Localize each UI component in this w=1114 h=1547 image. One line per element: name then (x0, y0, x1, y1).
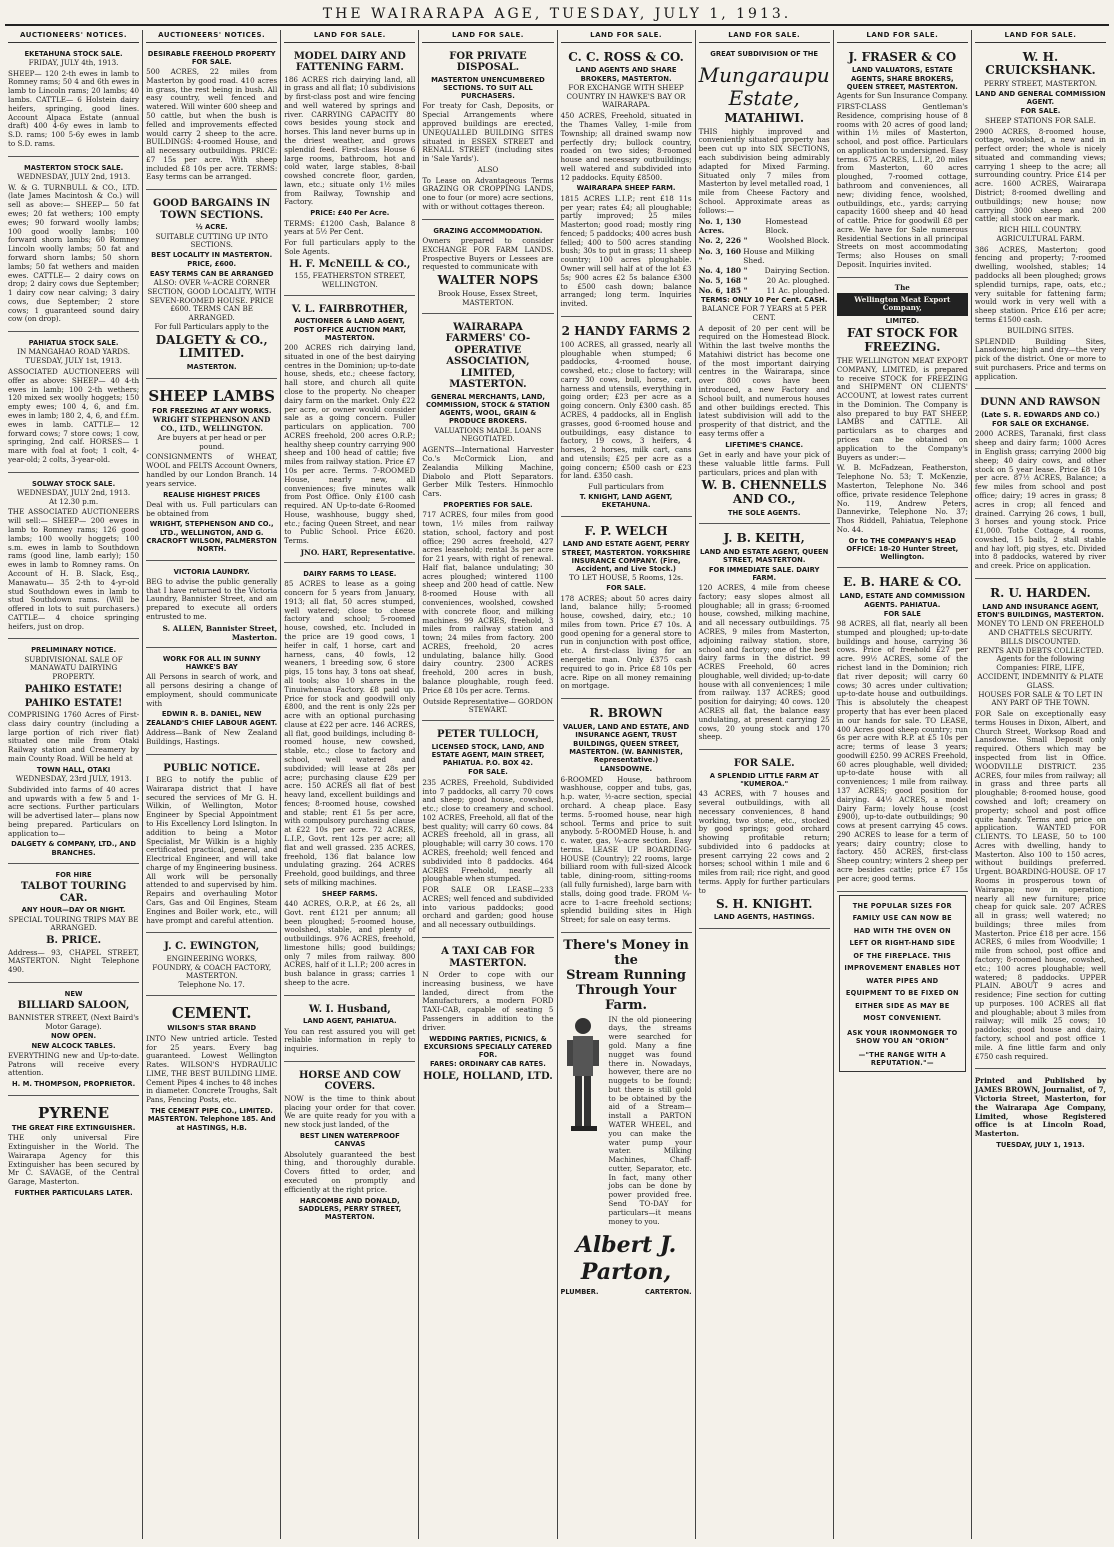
lot-desc: Homestead Block. (765, 217, 808, 236)
lot-number: No. 5, 168 " (698, 275, 748, 285)
ad-farmers-coop (422, 317, 553, 722)
ad-jb-keith (699, 527, 830, 750)
ad-body: To Lease on Advantageous Terms GRAZING OR CROPPING LANDS, one to four (or more) acre sections, with or without cottages thereon. (422, 175, 554, 211)
lot-desc: House and Milking Shed. (743, 246, 815, 265)
ad-for-sale: FOR SALE. (606, 584, 646, 593)
ad-body: N Order to cope with our increasing business, we have landed, direct from the Manufacturers, a modern FORD TAXI-CAB, capable of seating 5 Passengers in addition to the driver. (422, 970, 554, 1032)
ad-balance: BALANCE FOR 7 YEARS at 5 PER CENT. (701, 303, 827, 322)
ad-model-dairy-farm (284, 46, 415, 296)
lot-row (699, 276, 830, 285)
ad-price: PRICE: £40 Per Acre. (310, 209, 390, 218)
ad-agent: T. KNIGHT, LAND AGENT, EKETAHUNA. (579, 493, 673, 510)
ad-subtitle: LAND VALUATORS, ESTATE AGENTS, SHARE BROKERS, QUEEN STREET, MASTERTON. (846, 66, 958, 91)
ad-town-sections (146, 193, 277, 378)
ad-headline-1: There's Money in the (563, 937, 689, 968)
ad-body: 43 ACRES, with 7 houses and several outbuildings, with all necessary conveniences, 8 hand working, two stone, etc., stocked by good springs; good orchard showing profitable return; subdivided into 6 paddocks at present carrying 22 cows and 2 horses; school within 1 mile and 6 miles from rail; rice right, and good terms. Apply for further particulars to (698, 789, 830, 895)
ad-title: PRELIMINARY NOTICE. (31, 646, 117, 655)
ad-agricultural: AGRICULTURAL FARM. (996, 233, 1085, 243)
ad-subtitle: LAND AND INSURANCE AGENT, ETON'S BUILDINGS, MASTERTON. (977, 602, 1104, 620)
farmer-figure-icon (561, 1014, 605, 1134)
ad-cc-ross (561, 46, 692, 317)
ad-headline: FOR PRIVATE DISPOSAL. (449, 50, 527, 74)
ad-title: MASTERTON STOCK SALE. (23, 163, 124, 172)
ad-owner: H. M. THOMPSON, PROPRIETOR. (11, 1080, 136, 1089)
ad-wellington-meat-export (837, 281, 968, 569)
ad-headline: FOR SALE. (733, 758, 795, 770)
ad-body: 6-ROOMED House, bathroom washhouse, copper and tubs, gas, h.p. water, ½-acre section, special orchard. A cheap place. Easy terms. 5-roomed house, near high school. Terms and price to suit anybody. 5-ROOMED House, h. and c. water, gas, ¼-acre section. Easy terms. LEASE UP BOARDING-HOUSE (Country); 22 rooms, large billiard room with full-sized Alcock table, dining-room, sitting-rooms (all fully furnished), large barn with stalls, doing good trade. FROM ¼-acre to 1-acre freehold sections; splendid building sites in High Street; for sale on easy terms. (560, 774, 692, 925)
ad-subtitle: ANY HOUR—DAY OR NIGHT. (21, 906, 126, 915)
ad-dairy-farms-lease (284, 566, 415, 996)
ad-tagline: —"THE RANGE WITH A REPUTATION."— (858, 1050, 946, 1067)
ad-eketahuna-stock-sale (8, 46, 139, 157)
ad-money: MONEY TO LEND ON FREEHOLD AND CHATTELS SECURITY. (976, 619, 1105, 638)
ad-grazing (422, 223, 553, 314)
ad-pyrene (8, 1099, 139, 1204)
ad-also: ALSO (477, 164, 499, 174)
ad-headline: R. BROWN (589, 706, 663, 721)
ad-body: Get in early and have your pick of these valuable little farms. Full particulars, prices and plan with (698, 449, 830, 477)
ad-body: For treaty for Cash, Deposits, or Special Arrangements where approved buildings are erected, UNEQUALLED BUILDING SITES situated in ESSEX STREET and RENALL STREET (including sites in 'Sale Yards'). (422, 101, 554, 164)
ad-apply: Full particulars from (588, 482, 665, 492)
ad-subtitle: AUCTIONEER & LAND AGENT, POST OFFICE AUCTION MART, MASTERTON. (293, 317, 406, 342)
column-heading: LAND FOR SALE. (422, 30, 553, 43)
ad-address: 155, FEATHERSTON STREET, WELLINGTON. (294, 271, 406, 289)
column-heading: LAND FOR SALE. (837, 30, 968, 43)
ad-body: THIS highly improved and conveniently situated property has been cut up into SIX SECTIONS, each subdivision being admirably adapted for Mixed Farming. Situated only 7 miles from Masterton by level metalled road, 1 mile from Cheese Factory and School. Approximate areas as follows:— (698, 126, 830, 215)
ad-hawkes-bay-work (146, 651, 277, 755)
ad-body: 85 ACRES to lease as a going concern for 5 years from January, 1913; all flat, 50 acres stumped, well watered; close to cheese factory and school; 5-roomed house, cowshed, etc. Included in the price are 19 good cows, 1 heifer in calf, 1 horse, cart and harness, cans, 40 fowls, 12 weaners, 1 breeding sow, 6 store pigs, 15 tons hay, 3 tons oat sheaf, all tools; also 10 shares in the Tinuiwhenua Factory. £8 paid up. Price for stock and goodwill only £800, and the rent is only 22s per acre with an optional purchasing clause at £22 per acre. 146 ACRES, all flat, good buildings, including 8-roomed house, new cowshed, stable, etc.; close to factory and school, well watered and subdivided; will lease at 28s per acre; purchasing clause £29 per acre. 150 ACRES all flat of best heavy land, excellent buildings and fences; 8-roomed house, cowshed and stable; rent £1 5s per acre, with compulsory purchasing clause at £22 10s per acre. 72 ACRES, L.I.P., Govt. rent 12s per acre; all flat and well grassed. 235 ACRES, freehold, 136 flat balance low undulating grazing. 264 ACRES Freehold, good buildings, and three sets of milking machines. (284, 579, 416, 887)
ad-price: PRICE, £600. (187, 260, 237, 269)
ad-apply: For full Particulars apply to the (154, 321, 269, 331)
ad-subtitle: LAND AGENTS, HASTINGS. (713, 913, 815, 922)
ad-terms: TERMS: ONLY 10 Per Cent. CASH. (700, 295, 828, 304)
ad-body: NOW is the time to think about placing your order for that cover. We are quite ready for you with a new stock just landed, of the (284, 1093, 416, 1130)
ad-body: THE POPULAR SIZES FOR FAMILY USE CAN NOW BE HAD WITH THE OVEN ON LEFT OR RIGHT-HAND SIDE OF THE FIREPLACE. THIS IMPROVEMENT ENABLES HOT WATER PIPES AND EQUIPMENT TO BE FIXED ON EITHER SIDE AS MAY BE MOST CONVENIENT. (844, 901, 961, 1023)
ad-subtitle: FOR FREEZING AT ANY WORKS. (151, 407, 272, 415)
ad-headline: 2 HANDY FARMS 2 (561, 323, 691, 338)
ad-cement (146, 999, 277, 1138)
ad-office: Or to THE COMPANY'S HEAD OFFICE: 18-20 Hunter Street, Wellington. (846, 536, 959, 562)
imprint-date: TUESDAY, JULY 1, 1913. (996, 1140, 1085, 1149)
ad-fat-stock: FAT STOCK FOR FREEZING. (846, 326, 958, 355)
lot-row (699, 286, 830, 295)
ad-agent: W. B. CHENNELLS AND CO., (701, 478, 827, 507)
ad-for-sale: FOR SALE (883, 609, 921, 618)
ad-date: FRIDAY, JULY 4th, 1913. (28, 57, 119, 67)
ad-address: Address—Bank of New Zealand Buildings, Hastings. (146, 728, 278, 746)
ad-dunn-rawson (975, 392, 1106, 579)
ad-houses: HOUSES FOR SALE & TO LET IN ANY PART OF THE TOWN. (978, 689, 1103, 708)
ad-body: THE only universal Fire Extinguisher in the World. The Wairarapa Agency for this Extinguisher has been secured by Mr C. SAVAGE, of the Central Garage, Masterton. (8, 1133, 140, 1187)
ad-private-disposal (422, 46, 553, 220)
ad-body: 440 ACRES, O.R.P., at £6 2s, all Govt. rent £121 per annum; all been ploughed; 5-roomed house, woolshed, stable, and plenty of outbuildings. 976 ACRES, freehold, limestone hills; good buildings; only 7 miles from railway. 800 ACRES, half of it L.I.P.; 200 acres in bush balance in grass; carries 1 sheep to the acre. (284, 898, 416, 987)
column-6 (696, 30, 834, 1539)
ad-agent: S. H. KNIGHT. (715, 896, 813, 911)
ad-place: TOWN HALL, OTAKI (36, 765, 111, 774)
lot-row (699, 236, 830, 245)
ad-stations: SHEEP STATIONS FOR SALE. (984, 115, 1096, 125)
ad-headline: CEMENT. (171, 1003, 252, 1022)
ad-body: A deposit of 20 per cent will be required on the Homestead Block. Within the last twelve months the Matahiwi district has become one of the most important dairying centres in the Wairarapa, since over 800 cows have been introduced, a new Factory and School built, and numerous houses and other buildings erected. This latest subdivision will add to the prosperity of that district, and the easy terms offer a (698, 323, 830, 438)
ad-j-fraser (837, 46, 968, 278)
ad-body: EVERYTHING new and Up-to-date. Patrons will receive every attention. (8, 1050, 140, 1078)
ad-agent: WRIGHT STEPHENSON AND CO., LTD., WELLINGTON. (153, 415, 271, 434)
ad-the: The (894, 282, 910, 292)
ad-title: DAIRY FARMS TO LEASE. (303, 570, 397, 579)
ad-rich-hill: RICH HILL COUNTRY. (998, 225, 1082, 235)
ad-body: BEG to advise the public generally that I have returned to the Victoria Laundry, Bannister Street, and am prepared to execute all orders entrusted to me. (146, 576, 278, 621)
ad-headline: V. L. FAIRBROTHER, (291, 303, 408, 315)
column-heading: LAND FOR SALE. (284, 30, 415, 43)
ad-title: FOR HIRE (55, 871, 92, 880)
ad-title: VICTORIA LAUNDRY. (173, 567, 250, 576)
ad-subtitle: (Late S. R. EDWARDS AND CO.) (981, 410, 1100, 419)
ad-title: PROPERTIES FOR SALE. (443, 500, 533, 509)
ad-deal: Deal with us. Full particulars can be obtained from (146, 499, 278, 518)
ad-body: SHEEP— 120 2-th ewes in lamb to Romney rams; 50 4 and 6th ewes in lamb to Lincoln rams; 20 lambs; 40 lambs. CATTLE— 6 Holstein dairy heifers, springing, good lines. Account Alpaca Estate (annual draft) 400 4-6y ewes in lamb to S.D. rams; 100 5-6y ewes in lamb to S.D. rams. (8, 68, 140, 148)
ad-bills: BILLS DISCOUNTED. (1000, 636, 1081, 646)
ad-body: 178 ACRES; about 50 acres dairy land, balance hilly; 5-roomed house, cowshed, dairy, etc.; 10 miles from town. Price £7 10s. A good opening for a general store to run in conjunction with post office, etc. A first-class living for an energetic man. Only £375 cash required to go in. Price £8 10s per acre. Ripe on all money remaining on mortgage. (560, 593, 692, 691)
ad-headline: PYRENE (38, 1103, 110, 1122)
ad-talbot-touring-car (8, 867, 139, 983)
ad-headline-2: Stream Running (566, 967, 686, 983)
ad-tables: NEW ALCOCK TABLES. (31, 1041, 116, 1050)
ad-headline: R. U. HARDEN. (990, 585, 1091, 600)
ad-body: INTO New untried article. Tested for 25 years. Every bag guaranteed. Lowest Wellington Rates. WILSON'S HYDRAULIC LIME, THE BEST BUILDING LIME. Cement Pipes 4 inches to 48 inches in diameter. Concrete Troughs, Salt Pans, Fencing Posts, etc. (146, 1033, 278, 1105)
ad-title: WORK FOR ALL IN SUNNY HAWKE'S BAY (162, 654, 261, 672)
lot-number: No. 4, 180 " (698, 265, 748, 275)
ad-body: THE WELLINGTON MEAT EXPORT COMPANY, LIMITED, is prepared to receive STOCK for FREEZING and SHIPMENT ON CLIENTS' ACCOUNT, at lowest rates current in the Dominion. The Company is also prepared to buy FAT SHEEP, LAMBS and CATTLE. All particulars as to charges and prices can be obtained on application to the Company's Buyers as under:— (836, 356, 968, 462)
ad-body: IN the old pioneering days, the streams were searched for gold. Many a fine nugget was found there in. Nowadays, however, there are no nuggets to be found; but there is still gold to be obtained by the aid of a Stream—install a PARTON WATER WHEEL, and you can make the water pump your water. Milking Machines, Chaff-cutter, Separator, etc. In fact, many other jobs can be done by power provided free. Send TO-DAY for particulars—it means money to you. (608, 1014, 692, 1226)
ad-headline: J. FRASER & CO (848, 49, 957, 64)
lot-row (699, 247, 830, 265)
ad-body: THE ASSOCIATED AUCTIONEERS will sell:— SHEEP— 200 ewes in lamb to Romney rams; 126 good lambs; 100 woolly hoggets; 100 s.m. ewes in lamb to Southdown rams (good line, lamb early); 150 ewes in lamb to Romney rams. On Account of H. B. Slack, Esq., Manawatu— 35 2-th to 4-yr-old stud Southdown ewes in lamb to stud Southdown rams. (Will be offered in lots to suit purchasers.) CATTLE— 4 choice springing heifers, just on drop. (8, 507, 140, 631)
column-3 (281, 30, 419, 1539)
column-1 (5, 30, 143, 1539)
ad-headline: TALBOT TOURING CAR. (20, 881, 127, 904)
ad-apply: For full particulars apply to the Sole Agents. (284, 238, 416, 256)
ad-body: I BEG to notify the public of Wairarapa district that I have secured the services of Mr G. H. Wilkin, of Wellington, Motor Engineer by Special Appointment to His Excellency Lord Islington. In addition to being a Motor Specialist, Mr Wilkin is a highly certificated practical, general, and Electrical Engineer, and will take charge of my Engineering business. All work will be personally attended to and supervised by him. Repairs and overhauling Motor Cars, Gas and Oil Engines, Steam Engines and Boiler work, etc., will have prompt and careful attention. (146, 775, 278, 925)
ad-orion-range (839, 895, 966, 1072)
column-2 (143, 30, 281, 1539)
ad-headline: W. H. CRUICKSHANK. (985, 49, 1096, 78)
ad-illustration-row (561, 1014, 692, 1229)
ad-body: 98 ACRES, all flat, nearly all been stumped and ploughed; up-to-date buildings and house, carrying 36 cows. Price of freehold £27 per acre. 99½ ACRES, some of the richest land in the Dominion; rich flat river deposit; will carry 60 cows; 30 acres under cultivation; up-to-date house and outbuildings. This is absolutely the cheapest property that has ever been placed in our hands for sale. TO LEASE, 400 Acres good sheep country; run 6s per acre with R.P. at £5 10s per acre; terms of lease 3 years; goodwill £250. 99 ACRES Freehold, 60 acres ploughable, well divided; up-to-date house with all conveniences; 1 mile from railway. 137 ACRES; good position for dairying. 44½ ACRES, a model Dairy Farm; lovely house (cost £900), up-to-date outbuildings; 90 cows at present carrying 45 cows. 290 ACRES to lease for a term of years; dairy country; close to factory. 450 ACRES, first-class Sheep country; winters 2 sheep per acre besides cattle; price £7 15s per acre; good terms. (836, 619, 968, 883)
ad-fp-welch (561, 520, 692, 700)
ad-address: Brook House, Essex Street, MASTERTON. (437, 288, 538, 307)
ad-headline: MODEL DAIRY AND FATTENING FARM. (293, 50, 406, 74)
ad-consignments: CONSIGNMENTS of WHEAT, WOOL and FELTS Account Owners, handled by our London Branch. 14 years service. (146, 452, 278, 488)
lot-number: No. 1, 130 Acres. (698, 217, 742, 236)
ad-cruickshank (975, 46, 1106, 390)
ad-subtitle: THE GREAT FIRE EXTINGUISHER. (11, 1124, 136, 1133)
ad-subtitle: WILSON'S STAR BRAND (167, 1024, 257, 1033)
ad-subtitle: LAND AGENTS AND SHARE BROKERS, MASTERTON. (575, 66, 677, 83)
masthead: THE WAIRARAPA AGE, TUESDAY, JULY 1, 1913. (5, 4, 1109, 26)
ad-headline: HORSE AND COW COVERS. (298, 1069, 401, 1093)
ad-town: MASTERTON. (186, 363, 237, 372)
ad-agency: Agents for Sun Insurance Company. (836, 91, 968, 101)
ad-ask: ASK YOUR IRONMONGER TO SHOW YOU AN "ORION" (847, 1028, 958, 1045)
ad-owner: B. PRICE. (46, 935, 102, 947)
ad-subtitle: GENERAL MERCHANTS, LAND, COMMISSION, STOCK & STATION AGENTS, WOOL, GRAIN & PRODUCE BROKERS. (426, 392, 550, 426)
ad-address: BANNISTER STREET, (Next Baird's Motor Garage). (8, 1012, 139, 1031)
ad-agent: EDWIN R. B. DANIEL, NEW ZEALAND'S CHIEF LABOUR AGENT. (146, 710, 278, 727)
ad-body: 450 ACRES, Freehold, situated in the Thames Valley, 1-mile from Township; all drained swamp now perfectly dry; bullock country, roaded on two sides; 8-roomed house and necessary outbuildings; well watered and subdivided into 12 paddocks. Equity £8500. (560, 111, 692, 182)
ad-rents: RENTS AND DEBTS COLLECTED. (977, 645, 1104, 655)
ad-headline: PAHIKO ESTATE! (24, 697, 123, 709)
ad-signature: JNO. HART, Representative. (300, 548, 416, 558)
lots-table (699, 217, 830, 294)
ad-exchange: FOR SALE OR EXCHANGE. (991, 420, 1089, 429)
column-8 (972, 30, 1109, 1539)
ad-headline: E. B. HARE & CO. (843, 575, 962, 590)
column-heading: AUCTIONEERS' NOTICES. (8, 30, 139, 43)
columns (5, 30, 1109, 1539)
ad-subtitle: LICENSED STOCK, LAND, AND ESTATE AGENT, MAIN STREET, PAHIATUA. P.O. BOX 42. (431, 742, 545, 768)
ad-body: FIRST-CLASS Gentleman's Residence, comprising house of 8 rooms with 20 acres of good land; within 1½ miles of Masterton, school, and post office. Particulars on application to undersigned. Easy terms. 675 ACRES, L.I.P., 20 miles from Masterton, 60 acres ploughed, 7-roomed cottage, bathroom and conveniences, all new; dividing fence, woolshed, outbuildings, etc., yards; carrying capacity 1600 sheep and 40 head of cattle. Price for goodwill £8 per acre. We have for Sale numerous Residential Sections in all principal Streets on most accommodating Terms; also Houses on small Deposit. Inquiries invited. (836, 101, 968, 270)
ad-mungaraupu-estate (699, 46, 830, 525)
ad-freehold-property (146, 46, 277, 191)
ad-body: ENGINEERING WORKS, FOUNDRY, & COACH FACTORY, MASTERTON. (152, 953, 272, 981)
ad-body: W. & G. TURNBULL & CO., LTD. (late James Macintosh & Co.) will sell as above:— SHEEP— 50 fat ewes; 20 fat wethers; 100 empty ewes; 90 forward woolly lambs; 100 good woolly lambs; 100 forward shorn lambs; 60 Romney Lincoln woolly lambs; 50 fat and forward shorn lambs; 50 shorn lambs; 50 fat wethers and maiden ewes. CATTLE— 2 dairy cows on drop; 2 dairy cows due September; 1 dairy cow near calving; 3 dairy cows, due September; 2 store cows; 1 guaranteed sound dairy cow (on drop). (8, 182, 140, 324)
ad-title: NEW (64, 990, 83, 998)
ad-agent: THE CEMENT PIPE CO., LIMITED. MASTERTON. Telephone 185. And at HASTINGS, H.B. (147, 1107, 276, 1132)
ad-body: COMPRISING 1760 Acres of First-class dairy country (including a large portion of rich river flat) situated one mile from Otaki Railway station and Creamery by main County Road. Will be held at (8, 710, 140, 763)
ad-subtitle: MASTERTON UNENCUMBERED SECTIONS. TO SUIT ALL PURCHASERS. (431, 75, 545, 101)
ad-body: FOR SALE OR LEASE—233 ACRES; well fenced and subdivided into various paddocks; good orchard and garden; good house and all necessary outbuildings. (422, 885, 554, 930)
ad-fairbrother (284, 299, 415, 563)
ad-town: LANSDOWNE. (600, 765, 653, 774)
ad-body: ASSOCIATED AUCTIONEERS will offer as above: SHEEP— 40 4-th ewes in lamb; 100 2-th wethers; 120 mixed sex woolly hoggets; 150 empty ewes; 100 4, 6, and f.m. ewes in lamb; 180 2, 4, 6, and f.f.m. ewes in lamb. CATTLE— 12 forward cows; 7 store cows; 1 cow, springing, 2nd calf. HORSES— 1 mare with foal at foot; 1 colt, 4-year-old; 2 colts, 3-year-old. (8, 367, 140, 464)
ad-terms: TERMS: £1200 Cash, Balance 8 years at 5½ Per Cent. (284, 218, 416, 237)
ad-title: SOLWAY STOCK SALE. (31, 479, 116, 488)
ad-agent: WRIGHT, STEPHENSON AND CO., LTD., WELLINGTON, AND G. CRACROFT WILSON, PALMERSTON NORTH. (146, 520, 277, 554)
ad-town: CARTERTON. (644, 1288, 692, 1296)
ad-fares: FARES: ORDINARY CAB RATES. (430, 1060, 546, 1069)
ad-solway-stock-sale (8, 476, 139, 640)
ad-footer (561, 1288, 692, 1296)
ad-title: SHEEP FARMS. (321, 889, 378, 898)
ad-address: Address— 93, CHAPEL STREET, MASTERTON. Night Telephone 490. (8, 947, 140, 975)
ad-subtitle: LAND AND ESTATE AGENT, QUEEN STREET, MASTERTON. (700, 547, 829, 565)
ad-taxi-cab (422, 941, 553, 1089)
column-5 (558, 30, 696, 1539)
ad-headline: SHEEP LAMBS (148, 386, 276, 405)
column-heading: AUCTIONEERS' NOTICES. (146, 30, 277, 43)
lot-desc: Dairying Section. (764, 265, 830, 275)
ad-body: 386 ACRES, Masterton; good fencing and property; 7-roomed dwelling, woolshed, stables; 14 paddocks all been ploughed; grows splendid turnips, rape, oats, etc.; very suitable for fattening farm; would work in very well with a sheep station. Price £16 per acre; terms £1500 cash. (974, 244, 1106, 324)
ad-subtitle: LAND AND ESTATE AGENT, PERRY STREET, MASTERTON. YORKSHIRE INSURANCE COMPANY. (Fire, Accident, and Live Stock.) (561, 540, 691, 574)
ad-body: You can rest assured you will get reliable information in reply to inquiries. (284, 1026, 416, 1054)
ad-subtitle: THE SOLE AGENTS. (727, 508, 801, 517)
lot-row (699, 266, 830, 275)
ad-subtitle: WEDDING PARTIES, PICNICS, & EXCURSIONS SPECIALLY CATERED FOR. (423, 1034, 553, 1060)
ad-body: 120 ACRES, 4 mile from cheese factory; easy slopes almost all ploughable; all in grass; 6-roomed house, cowshed, milking machine, and all necessary outbuildings. 75 ACRES, 9 miles from Masterton, adjoining railway station, store, school and factory; one of the best dairy farms in the district. 99 ACRES Freehold, 60 acres ploughable, well divided; up-to-date house with all conveniences; 1 mile from railway. 137 ACRES; good position for dairying; 40 cows. 120 ACRES all flat, the balance easy undulating, at present carrying 25 cows, 20 young stock and 170 sheep. (698, 583, 830, 742)
ad-title: EKETAHUNA STOCK SALE. (24, 49, 123, 58)
lot-desc: Woolshed Block. (768, 236, 830, 246)
column-7 (834, 30, 972, 1539)
ad-subtitle: LAND, ESTATE AND COMMISSION AGENTS. PAHIATUA. (839, 592, 965, 609)
ad-buyers: W. B. McFadzean, Featherston, Telephone No. 53; T. McKenzie, Masterton, Telephone No. 346 office, private residence Telephone No. 119, Andrew Peters, Dannevirke, Telephone No. 37; Thos Riddell, Pahiatua, Telephone No. 44. (836, 463, 968, 534)
ad-subtitle: LAND AND GENERAL COMMISSION AGENT. (975, 89, 1106, 107)
lot-number: No. 2, 226 " (698, 236, 748, 246)
ad-terms: EASY TERMS CAN BE ARRANGED (149, 269, 274, 278)
ad-agent: H. F. McNEILL & CO., (289, 258, 411, 270)
ad-open: NOW OPEN. (51, 1032, 97, 1041)
ad-best: BEST LOCALITY IN MASTERTON. (151, 251, 273, 260)
ad-body: SPECIAL TOURING TRIPS MAY BE ARRANGED. (8, 914, 139, 933)
ad-ewington (146, 936, 277, 996)
ad-masterton-stock-sale (8, 160, 139, 333)
ad-body: AGENTS—International Harvester Co.'s McCormick Lion, and Zealandia Milking Machine, Diabolo and Plott Separators. Gerber Milk Testers. Hinmochlo Cars. (422, 445, 554, 499)
ad-footer: FURTHER PARTICULARS LATER. (14, 1189, 133, 1197)
ad-product: BEST LINEN WATERPROOF CANVAS (299, 1132, 400, 1149)
ad-immediate: FOR IMMEDIATE SALE. DAIRY FARM. (708, 565, 820, 582)
ad-public-notice (146, 758, 277, 934)
ad-address: PERRY STREET, MASTERTON. (983, 79, 1098, 89)
ad-body: FOR EXCHANGE WITH SHEEP COUNTRY IN HAWKE'S BAY OR WAIRARAPA. (566, 82, 686, 110)
column-heading: LAND FOR SALE. (975, 30, 1106, 43)
ad-eb-hare (837, 571, 968, 891)
ad-headline: PAHIKO ESTATE! (24, 684, 123, 696)
ad-title: PAHIATUA STOCK SALE. (28, 339, 119, 348)
ad-body: Absolutely guaranteed the best thing, and thoroughly durable. Covers fitted to order, and executed on promptly and efficiently at the right price. (284, 1149, 416, 1194)
ad-agent: DALGETY & COMPANY, LTD., AND BRANCHES. (11, 840, 136, 857)
lot-desc: 11 Ac. ploughed. (766, 285, 830, 295)
ad-horse-cow-covers (284, 1065, 415, 1227)
ad-date: WEDNESDAY, 23rd JULY, 1913. (15, 774, 132, 783)
ad-body: 717 ACRES, four miles from good town, 1½ miles from railway station, school, factory and post office; 290 acres freehold, 427 acres leasehold; rental 3s per acre for 21 years, with right of renewal. Half flat, balance undulating; 30 acres ploughed; wintered 1100 sheep and 200 head of cattle. New 8-roomed House with all conveniences, woolshed, cowshed with concrete floor, and milking machines. 99 ACRES, freehold, 3 miles from railway station and town; 24 miles from factory. 200 ACRES, freehold, 20 acres undulating, balance hilly. Good dairy country. 2300 ACRES freehold, 200 acres in bush, balance ploughable, rough feed. Price £8 10s per acre. Terms. (422, 510, 554, 695)
lot-row (699, 217, 830, 235)
ad-place: MATAHIWI. (724, 110, 805, 125)
ad-headline: BILLIARD SALOON, (17, 1000, 130, 1012)
ad-body: 100 ACRES, all grassed, nearly all ploughable when stumped; 6 paddocks, 4-roomed house, cowshed, etc.; close to factory; will carry 30 cows, bull, horse, cart, harness and utensils, everything in going order; £23 per acre as a going concern. Only £300 cash. 85 ACRES, 4 paddocks, all in English grasses, good 6-roomed house and outbuildings, easy distance to factory, 19 cows, 3 heifers, 4 horses, 2 horses, milk cart, cans and utensils; £25 per acre as a going concern; £500 cash or £23 for land. £350 cash. (560, 339, 692, 481)
ad-headline: J. C. EWINGTON, (164, 941, 260, 953)
ad-billiard-saloon (8, 986, 139, 1096)
column-4 (419, 30, 557, 1539)
column-heading: LAND FOR SALE. (699, 30, 830, 43)
ad-agent: DALGETY & CO., LIMITED. (155, 332, 268, 361)
ad-trade: PLUMBER. (560, 1288, 599, 1296)
ad-prices: REALISE HIGHEST PRICES (163, 490, 261, 499)
ad-headline: C. C. ROSS & CO. (568, 49, 684, 64)
ad-headline: A TAXI CAB FOR MASTERTON. (441, 946, 535, 969)
ad-size: ½ ACRE. (195, 223, 228, 232)
ad-headline: GOOD BARGAINS IN TOWN SECTIONS. (153, 198, 271, 221)
ad-body: 235 ACRES, Freehold, Subdivided into 7 paddocks, all carry 70 cows and sheep; good house, cowshed, etc.; close to creamery and school. 102 ACRES, Freehold, all flat of the best quality; will carry 60 cows. 84 ACRES freehold, all in grass, all ploughable; will carry 30 cows. 170 ACRES, freehold; well fenced and subdivided into 8 paddocks. 464 ACRES Freehold, nearly all ploughable when stumped. (422, 777, 554, 884)
ad-chance: LIFETIME'S CHANCE. (725, 440, 804, 449)
ad-body: All Persons in search of work, and all persons desiring a change of employment, should communicate with (146, 672, 278, 708)
ad-kumeroa (699, 753, 830, 929)
ad-for-sale: FOR SALE. (468, 768, 508, 777)
ad-date: WEDNESDAY, JULY 2nd, 1913. (16, 487, 131, 497)
ad-for-sale: FOR SALE. (1020, 107, 1061, 116)
ad-time: At 12.30 p.m. (49, 496, 99, 506)
ad-subtitle: VALUER, LAND AND ESTATE, AND INSURANCE AGENT, TRUST BUILDINGS, QUEEN STREET, MASTERTON. (W. BANNISTER, Representative.) (563, 722, 690, 765)
lot-number: No. 3, 160 " (698, 246, 742, 265)
ad-subtitle: LAND AGENT, PAHIATUA. (303, 1017, 397, 1026)
ad-title: GRAZING ACCOMMODATION. (433, 226, 543, 235)
ad-agent: HARCOMBE AND DONALD, SADDLERS, PERRY STREET, MASTERTON. (298, 1196, 402, 1222)
newspaper-page (5, 4, 1109, 1539)
ad-body: 200 ACRES rich dairying land, situated in one of the best dairying centres in the Dominion; up-to-date house, sheds, etc.; cheese factory, hall store, and church all quite close to the property. No cheaper dairy farm on the market. Only £22 per acre, or owner would consider sale as a going concern. Fuller particulars on application. 700 ACRES freehold, 200 acres O.R.P.; healthy sheep country carrying 900 sheep and 100 head of cattle; five miles from railway station. Price £7 10s per acre. Terms. 7-ROOMED House, nearly new, all conveniences; five minutes walk from Post Office. Only £100 cash required. AN Up-to-date 6-Roomed House, washhouse, buggy shed, etc.; facing Queen Street, and near to Public School. Price £620. Terms. (284, 343, 416, 546)
ad-r-brown (561, 702, 692, 933)
lot-number: No. 6, 185 " (698, 285, 748, 295)
ad-headline: PETER TULLOCH, (437, 729, 539, 741)
ad-title: DESIRABLE FREEHOLD PROPERTY FOR SALE. (147, 49, 276, 66)
ad-headline: F. P. WELCH (584, 523, 668, 538)
ad-ru-harden (975, 582, 1106, 1069)
ad-subtitle: IN MANGAHAO ROAD YARDS. (17, 347, 130, 357)
ad-body: 1815 ACRES L.I.P.; rent £18 11s per year; rates £4; all ploughable; partly improved; 25 miles Masterton; good road; mostly ring fenced; 5 paddocks; 400 acres bush felled; 400 to 500 acres standing bush; 30s to put in grass; 11 sheep country; 100 acres ploughable. Owner will sell half at of the lot £3 5s; 900 acres £2 5s balance £300 to £500 cash down; balance arranged; long term. Inquiries invited. (560, 193, 692, 309)
ad-body: 500 ACRES, 22 miles from Masterton by good road. 410 acres in grass, the rest being in bush. All easy country, well fenced and watered. Will winter 600 sheep and 50 cattle, but when the bush is felled and improvements effected would carry 2 sheep to the acre. BUILDINGS: 4-roomed House, and all necessary outbuildings. PRICE: £7 15s per acre. With sheep included £8 10s per acre. TERMS: Easy terms can be arranged. (146, 67, 278, 182)
ad-headline: Wellington Meat Export Company, (837, 293, 968, 317)
ad-handy-farms (561, 320, 692, 517)
ad-headline: PUBLIC NOTICE. (163, 762, 261, 774)
ad-also: ALSO: OVER ¼-ACRE CORNER SECTION, GOOD LOCALITY, WITH SEVEN-ROOMED HOUSE. PRICE £600. TERMS CAN BE ARRANGED. (147, 277, 276, 323)
ad-body: 186 ACRES rich dairying land, all in grass and all flat; 10 subdivisions by first-class post and wire fencing and well watered by springs and river. CARRYING CAPACITY 80 cows besides young stock and horses. This land never burns up in the driest weather, and grows splendid feed. First-class House 6 large rooms, bathroom, hot and cold water, large stables, 8-bail cowshed concrete floor, garden, lawn, etc.; situate only 1½ miles from Railway, Township and Factory. (284, 74, 416, 207)
column-heading: LAND FOR SALE. (561, 30, 692, 43)
ad-agent: HOLE, HOLLAND, LTD. (423, 1070, 553, 1082)
ad-title: GREAT SUBDIVISION OF THE (710, 49, 819, 58)
ad-subtitle: WAIRARAPA SHEEP FARM. (576, 184, 676, 193)
ad-insurance: Agents for the following Companies: FIRE, LIFE, ACCIDENT, INDEMNITY & PLATE GLASS. (977, 654, 1104, 690)
ad-body: 2000 ACRES, Taranaki, first class sheep and dairy farm; 1000 Acres in English grass; carrying 2000 big sheep; 40 dairy cows, and other stock on 5 year lease. Price £8 10s per acre. 87½ ACRES, Balance; a few miles from school and post office; dairy; 19 acres in grass; 8 acres in crop; all fenced and drained. Carrying 26 cows, 1 bull, 3 horses and young stock. Price £1,000. Tothe Cottage, 4 rooms, cowshed, 15 bails, 2 stall stable and hay loft, pig styes, etc. Divided into 8 paddocks, watered by river and creek. Price on application. (974, 429, 1106, 571)
ad-stream-running (561, 936, 692, 1301)
ad-body: Owners prepared to consider EXCHANGE FOR FARM LANDS. Prospective Buyers or Lessees are requested to communicate with (422, 236, 554, 272)
ad-preliminary-notice (8, 642, 139, 864)
lot-desc: 20 Ac. ploughed. (766, 275, 830, 285)
ad-headline-3: Through Your Farm. (575, 982, 677, 1013)
ad-pahiatua-stock-sale (8, 335, 139, 472)
ad-tulloch (422, 724, 553, 938)
ad-subtitle: A SPLENDID LITTLE FARM AT "KUMEROA." (709, 771, 819, 788)
ad-signature: S. ALLEN, Bannister Street, Masterton. (162, 623, 278, 642)
ad-to-let: TO LET HOUSE, 5 Rooms, 12s. (568, 573, 684, 583)
imprint-text: Printed and Published by JAMES BROWN, Journalist, of 7, Victoria Street, Masterton, for the Wairarapa Age Company, Limited, whose Registered office is at Lincoln Road, Masterton. (974, 1076, 1106, 1139)
ad-body: SPLENDID Building Sites, Lansdowne; high and dry—the very pick of the district. One or more to suit purchasers. Price and terms on application. (974, 336, 1106, 381)
imprint (975, 1072, 1106, 1155)
ad-building-sites: BUILDING SITES. (1007, 325, 1074, 335)
ad-representative: Outside Representative— GORDON STEWART. (422, 696, 554, 715)
ad-agent: WALTER NOPS (437, 273, 539, 288)
ad-telephone: Telephone No. 17. (178, 980, 245, 990)
ad-date: TUESDAY, JULY 1st, 1913. (25, 356, 122, 366)
ad-headline: WAIRARAPA FARMERS' CO-OPERATIVE ASSOCIATION, LIMITED, MASTERTON. (445, 321, 531, 391)
ad-body: SUBDIVISIONAL SALE OF MANAWATU DAIRYING PROPERTY. (24, 654, 123, 682)
ad-limited: LIMITED. (885, 317, 920, 326)
ad-husband (284, 999, 415, 1062)
ad-body: FOR Sale on exceptionally easy terms Houses in Dixon, Albert, and Church Street, Worksop Road and Lansdowne. Small Deposit only required. Others which may be inspected from list in Office. WOODVILLE DISTRICT. 235 ACRES, four miles from railway; all in grass and three parts all ploughable; 8-roomed house, good cowshed and loft; creamery on property; school and post office quite handy. Terms and price on application. WANTED FOR CLIENTS. TO LEASE, 50 to 100 Acres with dwelling, handy to Masterton. Also 100 to 150 acres, without buildings preferred. Urgent. BOARDING-HOUSE. OF 17 Rooms in prosperous town of Wairarapa; now in operation; nearly all new furniture; price cheap for quick sale. 207 ACRES all in grass; well watered; no buildings; three miles from Masterton. Price £18 per acre. 156 ACRES, 6 miles from Woodville; 1 mile from school, post office and factory; 8-roomed house, cowshed, etc.; 100 acres ploughable; well watered; 8 paddocks. UPPER PLAIN. ABOUT 9 acres and residence; Fine section for cutting up purposes. 100 ACRES all flat and ploughable; about 3 miles from railway; will milk 25 cows; 10 paddocks; good house and dairy, factory, school and post office 1 mile. A fine little farm and only £750 cash required. (974, 709, 1106, 1061)
ad-sheep-lambs (146, 382, 277, 561)
ad-body: Are buyers at per head or per pound. (157, 432, 266, 451)
ad-brand: Albert J. Parton, (575, 1232, 677, 1286)
ad-headline: J. B. KEITH, (723, 531, 805, 546)
ad-headline: Mungaraupu Estate, (698, 62, 830, 110)
ad-headline: DUNN AND RAWSON (980, 397, 1101, 409)
ad-body: Subdivided into farms of 40 acres and upwards with a few 5 and 1-acre sections. Further particulars will be advertised later— plans now being prepared. Particulars on application to— (8, 784, 140, 838)
ad-headline: W. I. Husband, (308, 1003, 391, 1015)
ad-victoria-laundry (146, 564, 277, 648)
ad-valuations: VALUATIONS MADE. LOANS NEGOTIATED. (434, 425, 542, 444)
ad-body: SUITABLE CUTTING UP INTO SECTIONS. (155, 231, 268, 250)
ad-date: WEDNESDAY, JULY 2nd, 1913. (16, 171, 131, 181)
ad-body: 2900 ACRES, 8-roomed house, cottage, woolshed, a new and in perfect order; the whole is nicely situated and commanding views; carrying 1 sheep to the acre; all surrounding country. Price £14 per acre. 1600 ACRES, Wairarapa District; 8-roomed dwelling and outbuildings; new house; now carrying 3000 sheep and 200 cattle; all stock on ear mark. (974, 126, 1106, 224)
